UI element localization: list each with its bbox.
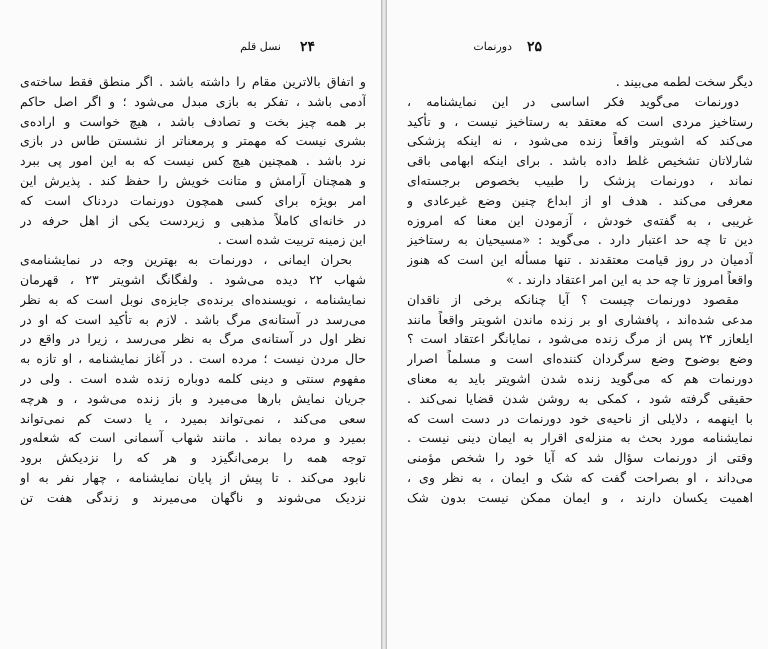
text-line: نمایشنامه مورد بحث به منزله‌ی اقرار به ایمان دینی نیست .: [407, 430, 753, 446]
text-line: آدمی باشد ، تفکر به بازی مبدل می‌شود ؛ و اگر اصل حاکم: [20, 93, 366, 109]
text-line: مدعی شده‌اند ، پافشاری او بر زنده ماندن اشویتر واقعاً مانند: [407, 311, 753, 327]
text-line: اهمیت یکسان دارند ، و ایمان ممکن نیست بدون شک: [407, 489, 753, 505]
text-line: بشری نیست که مهمتر و پرمعناتر از نشستن طاس در بازی: [20, 133, 366, 149]
text-line: شارلاتان تشخیص غلط داده باشد . برای اینکه ابهامی باقی: [407, 153, 753, 169]
text-line: نماند ، دورنمات پزشک را طبیب بخصوص برجسته‌ای: [407, 172, 753, 188]
text-line: حقیقی گرفته شود ، کمکی به روشن شدن قضایا نمی‌کند .: [407, 390, 753, 406]
text-line: مفهوم سنتی و دینی کلمه دوباره زنده شده است . ولی در: [20, 370, 366, 386]
text-line: توجه همه را برمی‌انگیزد و هر که را نزدیکش برود: [20, 450, 366, 466]
text-line: این زمینه تربیت شده است .: [217, 232, 366, 248]
text-line: با اینهمه ، دلایلی از ناحیه‌ی خود دورنمات در دست است که: [407, 410, 753, 426]
text-line: رستاخیز مردی است که معتقد به رستاخیز نیست ، و تأکید: [407, 113, 753, 129]
text-line: معرفی می‌کند . هدف او از ابداع چنین وضع غیرعادی و: [407, 192, 753, 208]
right-page-header: [422, 38, 542, 56]
text-line: جریان نمایش بارها می‌میرد و باز زنده می‌شود ، و هرچه: [20, 390, 366, 406]
text-line: دین تا چه حد اعتبار دارد . می‌گوید : «مسیحیان به رستاخیز: [407, 232, 753, 248]
text-line: مقصود دورنمات چیست ؟ آیا چنانکه برخی از ناقدان: [407, 291, 739, 307]
text-line: وضع بوضوح وضع سرگردان کننده‌ای است و مسلماً اصرار: [407, 351, 753, 367]
text-line: وقتی از دورنمات سؤال شد که آیا خود را شخص مؤمنی: [407, 450, 753, 466]
left-page: [0, 0, 382, 649]
text-line: می‌داند ، او بصراحت گفت که شک و ایمان ، به نظر وی ،: [407, 469, 753, 485]
text-line: بر همه چیز بخت و تصادف باشد ، هیچ خواست و اراده‌ی: [20, 113, 366, 129]
text-line: و همچنان آرامش و متانت خویش را حفظ کند . پذیرش این: [20, 172, 366, 188]
text-line: دیگر سخت لطمه می‌بیند .: [615, 74, 753, 89]
text-line: بحران ایمانی ، دورنمات به بهترین وجه در نمایشنامه‌ی: [20, 252, 352, 268]
text-line: و اتفاق بالاترین مقام را داشته باشد . اگر منطق فقط ساخته‌ی: [20, 74, 366, 89]
text-line: می‌رسد در آستانه‌ی مرگ باشد . لازم به تأکید است که او در: [20, 311, 366, 327]
running-title: نسل قلم: [240, 40, 281, 53]
text-line: دورنمات می‌گوید فکر اساسی در این نمایشنامه ،: [407, 93, 739, 109]
text-line: در خانه‌ای کاملاً مذهبی و زیردست یکی از اهل حرفه در: [20, 212, 366, 228]
text-line: نظر اول در آستانه‌ی مرگ به نظر می‌رسد ، زیرا در واقع در: [20, 331, 366, 347]
text-line: نرد باشد . همچنین هیچ کس نیست که به این امور پی ببرد: [20, 153, 366, 169]
text-line: بمیرد و مرده بماند . مانند شهاب آسمانی است که شعله‌ور: [20, 430, 366, 446]
running-title: دورنمات: [473, 40, 512, 53]
text-line: شهاب ۲۲ دیده می‌شود . ولفگانگ اشویتر ۲۳ ، قهرمان: [20, 271, 366, 287]
right-page: [386, 0, 768, 649]
text-line: سعی می‌کند ، نمی‌تواند بمیرد ، یا دست کم نمی‌تواند: [20, 410, 366, 426]
text-line: واقعاً امروز تا چه حد به این امر اعتقاد دارند . »: [506, 271, 753, 287]
text-line: دورنمات هم که می‌گوید زنده شدن اشویتر باید به معنای: [407, 370, 753, 386]
page-number: ۲۵: [526, 39, 542, 55]
text-line: نزدیک می‌شوند و ناگهان می‌میرند و زندگی هفت تن: [20, 489, 366, 505]
text-line: آدمیان در روز قیامت معتقدند . تنها مسأله این است که هنوز: [407, 252, 753, 268]
text-line: امر بویژه برای کسی همچون دورنمات دردناک است که: [20, 192, 366, 208]
text-line: نمایشنامه ، نویسنده‌ای برنده‌ی جایزه‌ی نوبل است که به نظر: [20, 291, 366, 307]
left-page-header: [125, 38, 315, 56]
right-page-body: [407, 72, 753, 508]
left-page-body: [20, 72, 366, 508]
page-number: ۲۴: [299, 39, 315, 55]
text-line: حال مردن نیست ؛ مرده است . در آغاز نمایشنامه ، او تازه به: [20, 351, 366, 367]
text-line: ایلعازر ۲۴ پس از مرگ زنده می‌شود ، نمایانگر اعتقاد است ؟: [407, 331, 753, 347]
text-line: نابود می‌کند . تا پیش از پایان نمایشنامه ، چهار نفر به او: [20, 469, 366, 485]
text-line: می‌کند که اشویتر واقعاً زنده می‌شود ، نه اینکه پزشکی: [407, 133, 753, 149]
text-line: غریبی ، به گفته‌ی خودش ، آزمودن این معنا که امروزه: [407, 212, 753, 228]
